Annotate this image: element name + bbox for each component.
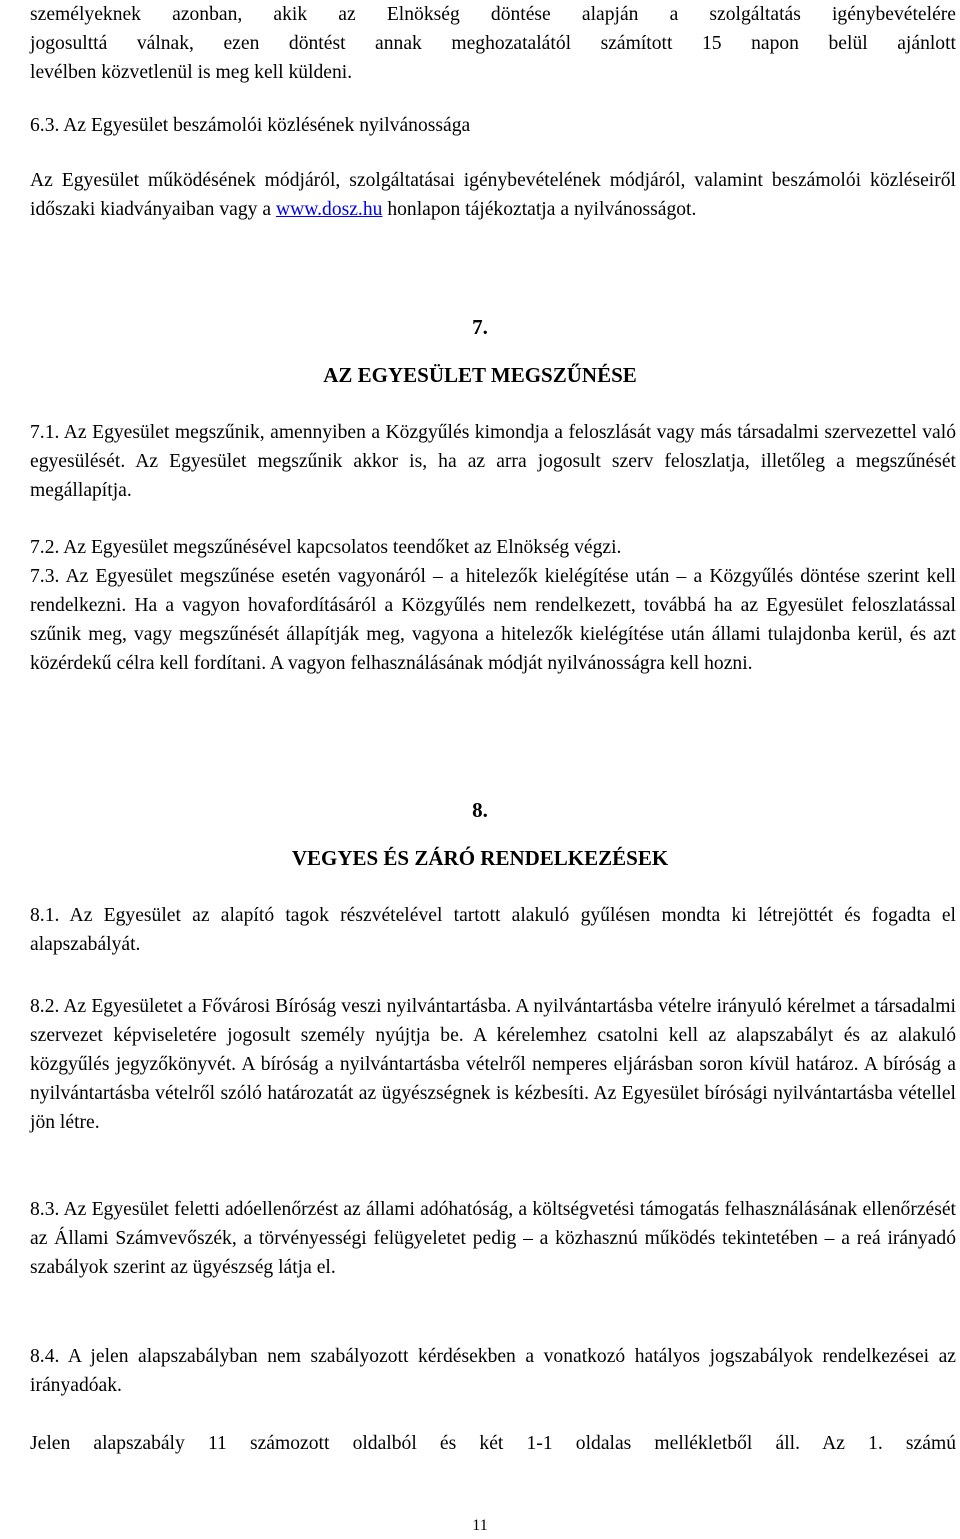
closing-paragraph: Jelen alapszabály 11 számozott oldalból és két 1-1 oldalas mellékletből áll. Az 1. számú	[30, 1433, 956, 1454]
section-6-3-title: 6.3. Az Egyesület beszámolói közlésének nyilvánossága	[30, 115, 471, 136]
section-7-1: 7.1. Az Egyesület megszűnik, amennyiben a Közgyűlés kimondja a feloszlását vagy más társadalmi szervezettel való egyesülését. Az Egyesület megszűnik akkor is, ha az arra jogosult szerv feloszlatja, illetőleg a megszűnését megállapítja.	[30, 422, 956, 501]
chapter-8-number: 8.	[472, 798, 488, 822]
page-number: 11	[472, 1517, 488, 1534]
continuation-line-3: levélben közvetlenül is meg kell küldeni.	[30, 62, 353, 83]
chapter-7-number: 7.	[472, 315, 488, 339]
website-link-hu[interactable]: hu	[362, 199, 383, 220]
continuation-line-2: jogosulttá válnak, ezen döntést annak meghozatalától számított 15 napon belül ajánlott	[30, 33, 956, 54]
section-8-3: 8.3. Az Egyesület feletti adóellenőrzést az állami adóhatóság, a költségvetési támogatás felhasználásának ellenőrzését az Állami Számvevőszék, a törvényességi felügyeletet pedig – a közhasznú működés tekintetében – a reá irányadó szabályok szerint az ügyészség látja el.	[30, 1199, 956, 1278]
section-8-1: 8.1. Az Egyesület az alapító tagok részvételével tartott alakuló gyűlésen mondta ki létrejöttét és fogadta el alapszabályát.	[30, 905, 956, 955]
continuation-line-1: személyeknek azonban, akik az Elnökség döntése alapján a szolgáltatás igénybevételére	[30, 4, 956, 25]
continuation-paragraph	[30, 0, 956, 87]
chapter-8-title: VEGYES ÉS ZÁRÓ RENDELKEZÉSEK	[291, 846, 669, 870]
section-6-3-text	[30, 166, 956, 224]
section-6-3-text-before: Az Egyesület működésének módjáról, szolgáltatásai igénybevételének módjáról, valamint beszámolói közléseiről időszaki kiadványaiban vagy a	[30, 170, 956, 220]
section-7-2: 7.2. Az Egyesület megszűnésével kapcsolatos teendőket az Elnökség végzi.	[30, 537, 622, 558]
section-8-4: 8.4. A jelen alapszabályban nem szabályozott kérdésekben a vonatkozó hatályos jogszabályok rendelkezései az irányadóak.	[30, 1346, 956, 1396]
section-7-3: 7.3. Az Egyesület megszűnése esetén vagyonáról – a hitelezők kielégítése után – a Közgyűlés döntése szerint kell rendelkezni. Ha a vagyon hovafordításáról a Közgyűlés nem rendelkezett, továbbá ha az Egyesület feloszlatással szűnik meg, vagy megszűnését állapítják meg, vagyona a hitelezők kielégítése után állami tulajdonba kerül, és azt közérdekű célra kell fordítani. A vagyon felhasználásának módját nyilvánosságra kell hozni.	[30, 566, 956, 674]
section-8-2: 8.2. Az Egyesületet a Fővárosi Bíróság veszi nyilvántartásba. A nyilvántartásba vételre irányuló kérelmet a társadalmi szervezet képviseletére jogosult személy nyújtja be. A kérelemhez csatolni kell az alapszabályt és az alakuló közgyűlés jegyzőkönyvét. A bíróság a nyilvántartásba vételről nemperes eljárásban soron kívül határoz. A bíróság a nyilvántartásba vételről szóló határozatát az ügyészségnek is kézbesíti. Az Egyesület bírósági nyilvántartásba vétellel jön létre.	[30, 996, 956, 1133]
website-link-dosz[interactable]: dosz.	[322, 199, 363, 220]
website-link-www[interactable]: www.	[275, 199, 323, 220]
chapter-7-title: AZ EGYESÜLET MEGSZŰNÉSE	[323, 363, 637, 387]
section-6-3-text-after: honlapon tájékoztatja a nyilvánosságot.	[382, 199, 697, 220]
